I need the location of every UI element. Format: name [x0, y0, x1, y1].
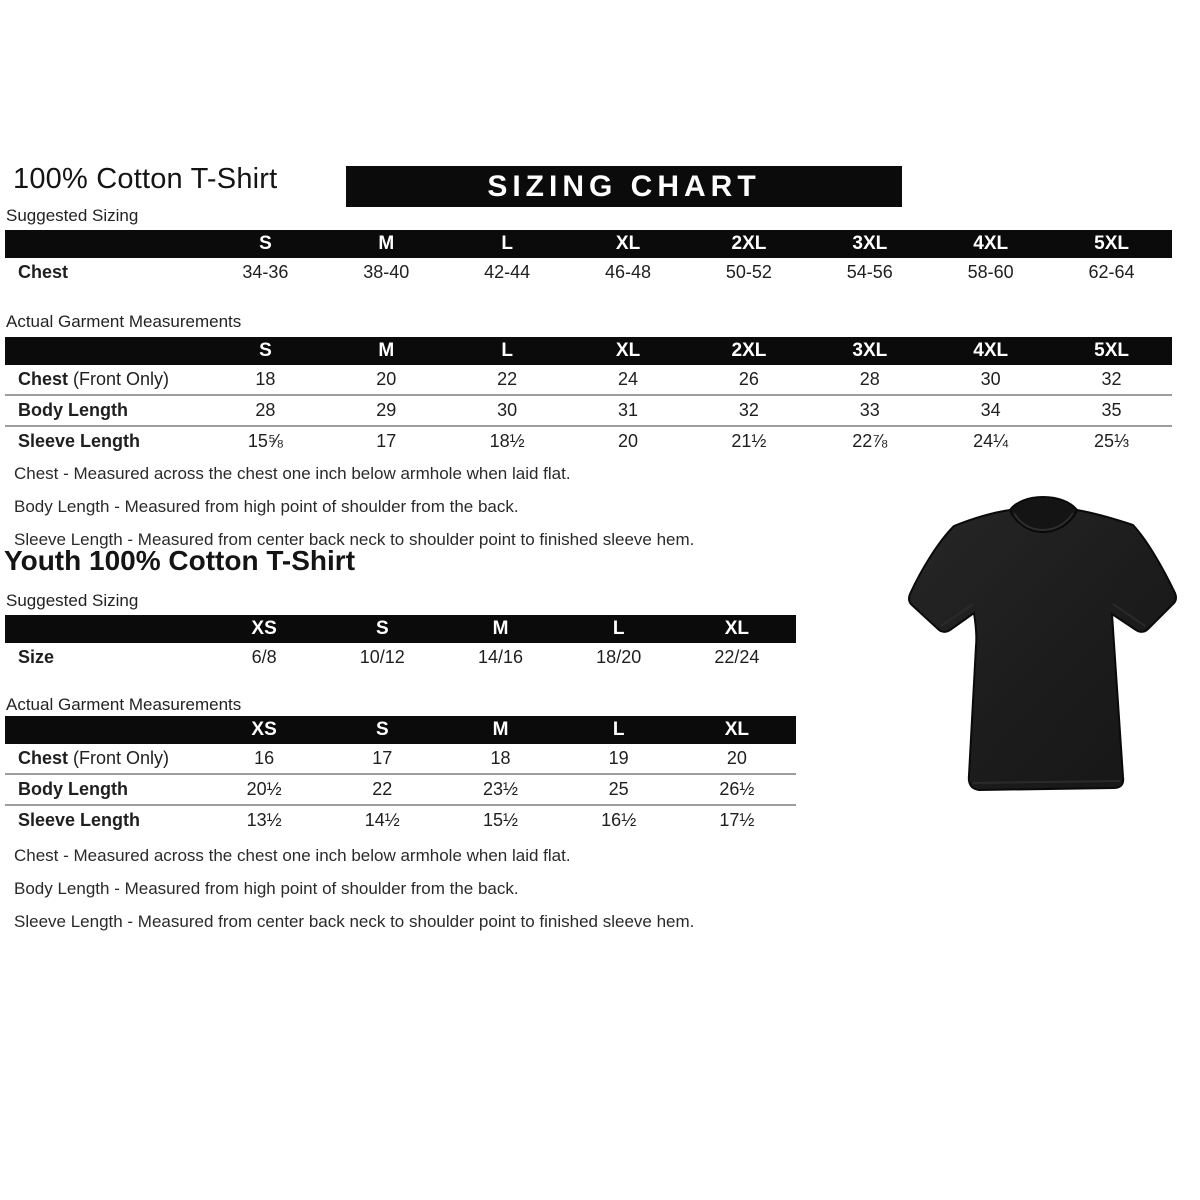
cell: 21½: [731, 431, 767, 451]
cell: 6/8: [251, 647, 277, 667]
cell: 30: [497, 400, 518, 420]
page-title: 100% Cotton T-Shirt: [13, 163, 278, 195]
cell: 13½: [246, 810, 282, 830]
header-spacer: [5, 615, 205, 643]
cell: 17: [376, 431, 397, 451]
column-header: XL: [724, 618, 750, 639]
adult-chest-row: [5, 365, 1172, 394]
cell: 46-48: [605, 262, 652, 282]
cell: 16: [254, 748, 275, 768]
column-header: L: [501, 233, 513, 254]
cell: 34-36: [242, 262, 289, 282]
cell: 15⅝: [247, 431, 283, 451]
column-header: M: [378, 340, 395, 361]
youth-size-row: [5, 643, 796, 672]
note-body-length: Body Length - Measured from high point of shoulder from the back.: [14, 879, 519, 898]
column-header: XS: [251, 719, 277, 740]
column-header: M: [492, 618, 509, 639]
note-sleeve-length: Sleeve Length - Measured from center back neck to shoulder point to finished sleeve hem.: [14, 530, 695, 549]
column-header: 3XL: [852, 340, 888, 361]
cell: 18½: [489, 431, 525, 451]
cell: 32: [738, 400, 759, 420]
column-header: 2XL: [731, 340, 767, 361]
cell: 23½: [482, 779, 519, 799]
cell: 33: [859, 400, 880, 420]
tshirt-photo: [893, 480, 1193, 815]
adult-measurements-label: Actual Garment Measurements: [6, 312, 242, 331]
cell: 22: [497, 369, 518, 389]
cell: 22/24: [714, 647, 760, 667]
cell: 26: [738, 369, 759, 389]
cell: 38-40: [363, 262, 410, 282]
cell: 17½: [719, 810, 755, 830]
cell: 14½: [364, 810, 400, 830]
cell: 28: [255, 400, 276, 420]
cell: 54-56: [846, 262, 893, 282]
note-sleeve-length: Sleeve Length - Measured from center back neck to shoulder point to finished sleeve hem.: [14, 912, 695, 931]
cell: 31: [618, 400, 639, 420]
column-header: 2XL: [731, 233, 767, 254]
cell: 34: [980, 400, 1001, 420]
cell: 22⅞: [852, 431, 888, 451]
adult-body-length-row: [5, 394, 1172, 425]
cell: 18: [490, 748, 511, 768]
cell: 25⅓: [1094, 431, 1130, 451]
column-header: 4XL: [973, 340, 1009, 361]
cell: 24: [618, 369, 639, 389]
cell: 30: [980, 369, 1001, 389]
row-label: Body Length: [18, 400, 128, 420]
tshirt-body: [909, 510, 1176, 790]
adult-suggested-header-row: [5, 230, 1172, 258]
youth-body-length-row: [5, 773, 796, 804]
row-label: Chest (Front Only): [18, 369, 170, 389]
cell: 20: [726, 748, 747, 768]
adult-chest-range-row: [5, 258, 1172, 287]
column-header: 5XL: [1094, 233, 1129, 254]
row-label: Chest: [18, 262, 69, 282]
adult-measurements-table: [5, 337, 1172, 456]
note-chest: Chest - Measured across the chest one inch below armhole when laid flat.: [14, 846, 571, 865]
cell: 58-60: [967, 262, 1014, 282]
adult-suggested-sizing-label: Suggested Sizing: [6, 206, 139, 225]
column-header: M: [378, 233, 395, 254]
cell: 28: [859, 369, 880, 389]
youth-suggested-header-row: [5, 615, 796, 643]
column-header: 4XL: [973, 233, 1009, 254]
cell: 26½: [719, 779, 755, 799]
column-header: 3XL: [852, 233, 888, 254]
cell: 16½: [601, 810, 637, 830]
header-spacer: [5, 337, 205, 365]
cell: 20: [376, 369, 397, 389]
cell: 17: [372, 748, 393, 768]
cell: 50-52: [725, 262, 772, 282]
column-header: M: [492, 719, 509, 740]
column-header: XL: [615, 340, 641, 361]
youth-suggested-sizing-label: Suggested Sizing: [6, 591, 139, 610]
note-body-length: Body Length - Measured from high point of shoulder from the back.: [14, 497, 519, 516]
column-header: S: [375, 719, 389, 740]
youth-suggested-sizing-table: [5, 615, 796, 672]
youth-measurements-label: Actual Garment Measurements: [6, 695, 242, 714]
row-label: Chest (Front Only): [18, 748, 170, 768]
youth-measurements-header-row: [5, 716, 796, 744]
cell: 20½: [246, 779, 282, 799]
column-header: S: [259, 233, 272, 254]
youth-section-title: Youth 100% Cotton T-Shirt: [4, 545, 356, 576]
note-chest: Chest - Measured across the chest one inch below armhole when laid flat.: [14, 464, 571, 483]
cell: 29: [376, 400, 397, 420]
youth-measurement-notes: [14, 839, 694, 938]
youth-measurements-table: [5, 716, 796, 835]
row-label: Body Length: [18, 779, 128, 799]
row-label: Size: [18, 647, 55, 667]
cell: 18/20: [596, 647, 642, 667]
cell: 20: [618, 431, 639, 451]
adult-sleeve-length-row: [5, 425, 1172, 456]
cell: 18: [255, 369, 276, 389]
row-label: Sleeve Length: [18, 431, 141, 451]
column-header: XL: [724, 719, 750, 740]
sizing-chart-banner-label: SIZING CHART: [487, 169, 761, 203]
column-header: XL: [615, 233, 641, 254]
cell: 15½: [482, 810, 519, 830]
column-header: S: [375, 618, 389, 639]
column-header: XS: [251, 618, 277, 639]
header-spacer: [5, 230, 205, 258]
row-label: Sleeve Length: [18, 810, 141, 830]
cell: 32: [1101, 369, 1122, 389]
cell: 14/16: [477, 647, 524, 667]
cell: 22: [372, 779, 393, 799]
cell: 10/12: [359, 647, 405, 667]
cell: 24¼: [973, 431, 1009, 451]
column-header: 5XL: [1094, 340, 1129, 361]
column-header: L: [501, 340, 513, 361]
adult-measurements-header-row: [5, 337, 1172, 365]
youth-sleeve-length-row: [5, 804, 796, 835]
header-spacer: [5, 716, 205, 744]
adult-measurement-notes: [14, 457, 694, 556]
sizing-chart-banner: [346, 166, 902, 207]
youth-chest-row: [5, 744, 796, 773]
column-header: L: [612, 719, 625, 740]
cell: 62-64: [1088, 262, 1135, 282]
cell: 19: [608, 748, 629, 768]
column-header: L: [612, 618, 625, 639]
adult-suggested-sizing-table: [5, 230, 1172, 287]
cell: 42-44: [484, 262, 531, 282]
column-header: S: [259, 340, 272, 361]
cell: 35: [1101, 400, 1122, 420]
cell: 25: [608, 779, 629, 799]
